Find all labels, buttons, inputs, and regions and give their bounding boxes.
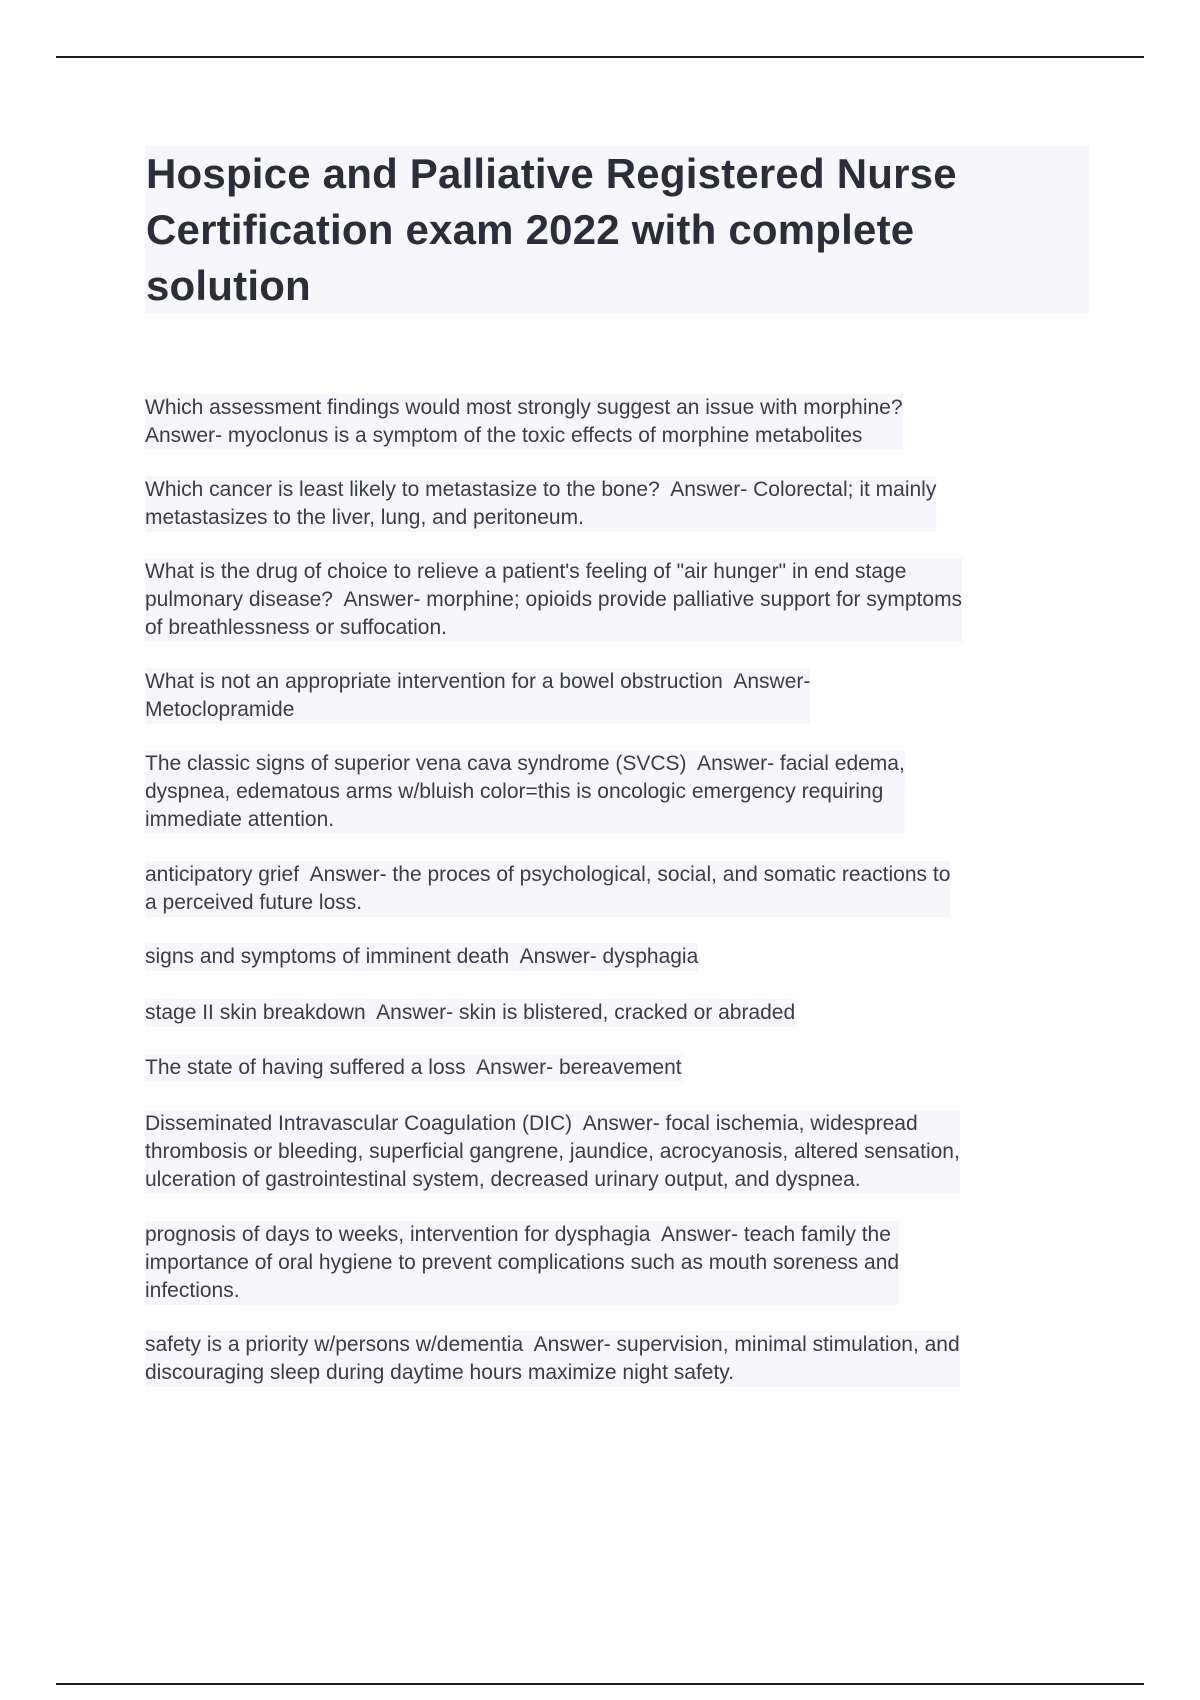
top-rule: [56, 56, 1144, 58]
title-block: [145, 146, 1089, 314]
qa-item: anticipatory grief Answer- the proces of psychological, social, and somatic reactions to a perceived future loss.: [145, 861, 950, 917]
document-title: Hospice and Palliative Registered Nurse Certification exam 2022 with complete solution: [146, 150, 957, 309]
qa-item: What is not an appropriate intervention for a bowel obstruction Answer- Metoclopramide: [145, 668, 810, 724]
qa-item: safety is a priority w/persons w/dementia Answer- supervision, minimal stimulation, and discouraging sleep during daytime hours maximize night safety.: [145, 1331, 960, 1387]
qa-item: The classic signs of superior vena cava syndrome (SVCS) Answer- facial edema, dyspnea, edematous arms w/bluish color=this is oncologic emergency requiring immediate attention.: [145, 750, 905, 834]
bottom-rule: [56, 1683, 1144, 1685]
qa-item: Which assessment findings would most strongly suggest an issue with morphine? Answer- myoclonus is a symptom of the toxic effects of morphine metabolites: [145, 394, 903, 450]
qa-item: signs and symptoms of imminent death Answer- dysphagia: [145, 943, 698, 971]
qa-item: Which cancer is least likely to metastasize to the bone? Answer- Colorectal; it mainly metastasizes to the liver, lung, and peritoneum.: [145, 476, 936, 532]
qa-item: Disseminated Intravascular Coagulation (DIC) Answer- focal ischemia, widespread thrombosis or bleeding, superficial gangrene, jaundice, acrocyanosis, altered sensation, ulceration of gastrointestinal system, decreased urinary output, and dyspnea.: [145, 1110, 960, 1194]
qa-item: The state of having suffered a loss Answer- bereavement: [145, 1054, 682, 1082]
qa-item: stage II skin breakdown Answer- skin is blistered, cracked or abraded: [145, 999, 795, 1027]
qa-item: What is the drug of choice to relieve a patient's feeling of "air hunger" in end stage pulmonary disease? Answer- morphine; opioids provide palliative support for symptoms of breathlessness or suffocation.: [145, 558, 962, 642]
qa-item: prognosis of days to weeks, intervention for dysphagia Answer- teach family the importance of oral hygiene to prevent complications such as mouth soreness and infections.: [145, 1221, 899, 1305]
